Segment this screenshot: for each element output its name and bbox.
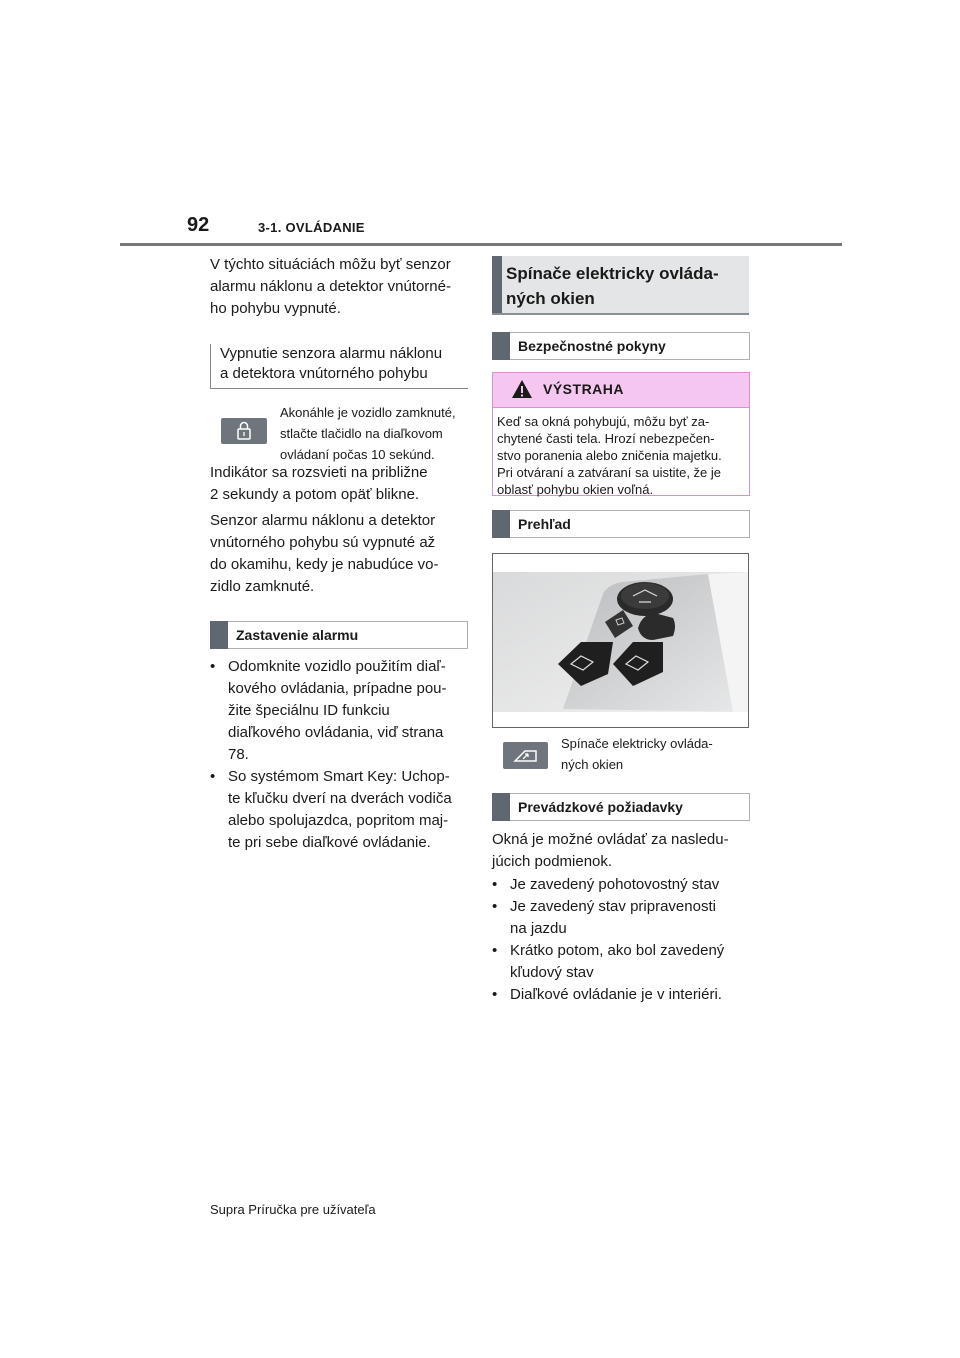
switch-caption: Spínače elektricky ovláda- ných okien [561,736,713,772]
list-item: • Diaľkové ovládanie je v interiéri. [492,986,722,1003]
warning-text: Keď sa okná pohybujú, môžu byť za- chytené časti tela. Hrozí nebezpečen- stvo poranenia alebo zničenia majetku. Pri otváraní a zatváraní sa uistite, že je oblasť pohybu okien voľná. [497,414,722,497]
window-switches-photo [492,553,749,728]
section-heading-overview: Prehľad [492,510,750,538]
lock-button-icon [221,418,267,444]
sensor-off-paragraph: Senzor alarmu náklonu a detektor vnútorného pohybu sú vypnuté až do okamihu, kedy je nabudúce vo- zidlo zamknuté. [210,512,439,595]
warning-triangle-icon [511,379,533,399]
warning-box [492,372,750,496]
list-item: • Odomknite vozidlo použitím diaľ- kového ovládania, prípadne pou- žite špeciálnu ID funkciu diaľkového ovládania, viď strana 78. [210,658,447,763]
list-item: • Je zavedený stav pripravenosti na jazdu [492,898,716,937]
page-number: 92 [187,214,210,236]
footer-title: Supra Príručka pre užívateľa [210,1202,376,1217]
main-heading-window-switches: Spínače elektricky ovláda- ných okien [492,256,749,315]
lock-note: Akonáhle je vozidlo zamknuté, stlačte tlačidlo na diaľkovom ovládaní počas 10 sekúnd. [280,405,456,462]
window-switch-icon [503,742,548,769]
subheading-disable-sensor: Vypnutie senzora alarmu náklonu a detektora vnútorného pohybu [210,344,468,389]
list-item: • So systémom Smart Key: Uchop- te kľučku dverí na dverách vodiča alebo spolujazdca, popritom maj- te pri sebe diaľkové ovládanie. [210,768,452,851]
indicator-paragraph: Indikátor sa rozsvieti na približne 2 sekundy a potom opäť blikne. [210,464,428,503]
chapter-title: 3-1. OVLÁDANIE [258,220,365,235]
header-rule [120,243,842,246]
warning-header [493,373,749,408]
list-item: • Je zavedený pohotovostný stav [492,876,720,893]
intro-paragraph: V týchto situáciách môžu byť senzor alarmu náklonu a detektor vnútorné- ho pohybu vypnuté. [210,256,451,317]
list-item: • Krátko potom, ako bol zavedený kľudový stav [492,942,725,981]
requirements-intro: Okná je možné ovládať za nasledu- júcich podmienok. [492,831,729,870]
section-heading-safety: Bezpečnostné pokyny [492,332,750,360]
section-heading-stop-alarm: Zastavenie alarmu [210,621,468,649]
section-heading-requirements: Prevádzkové požiadavky [492,793,750,821]
warning-title: VÝSTRAHA [543,381,625,397]
